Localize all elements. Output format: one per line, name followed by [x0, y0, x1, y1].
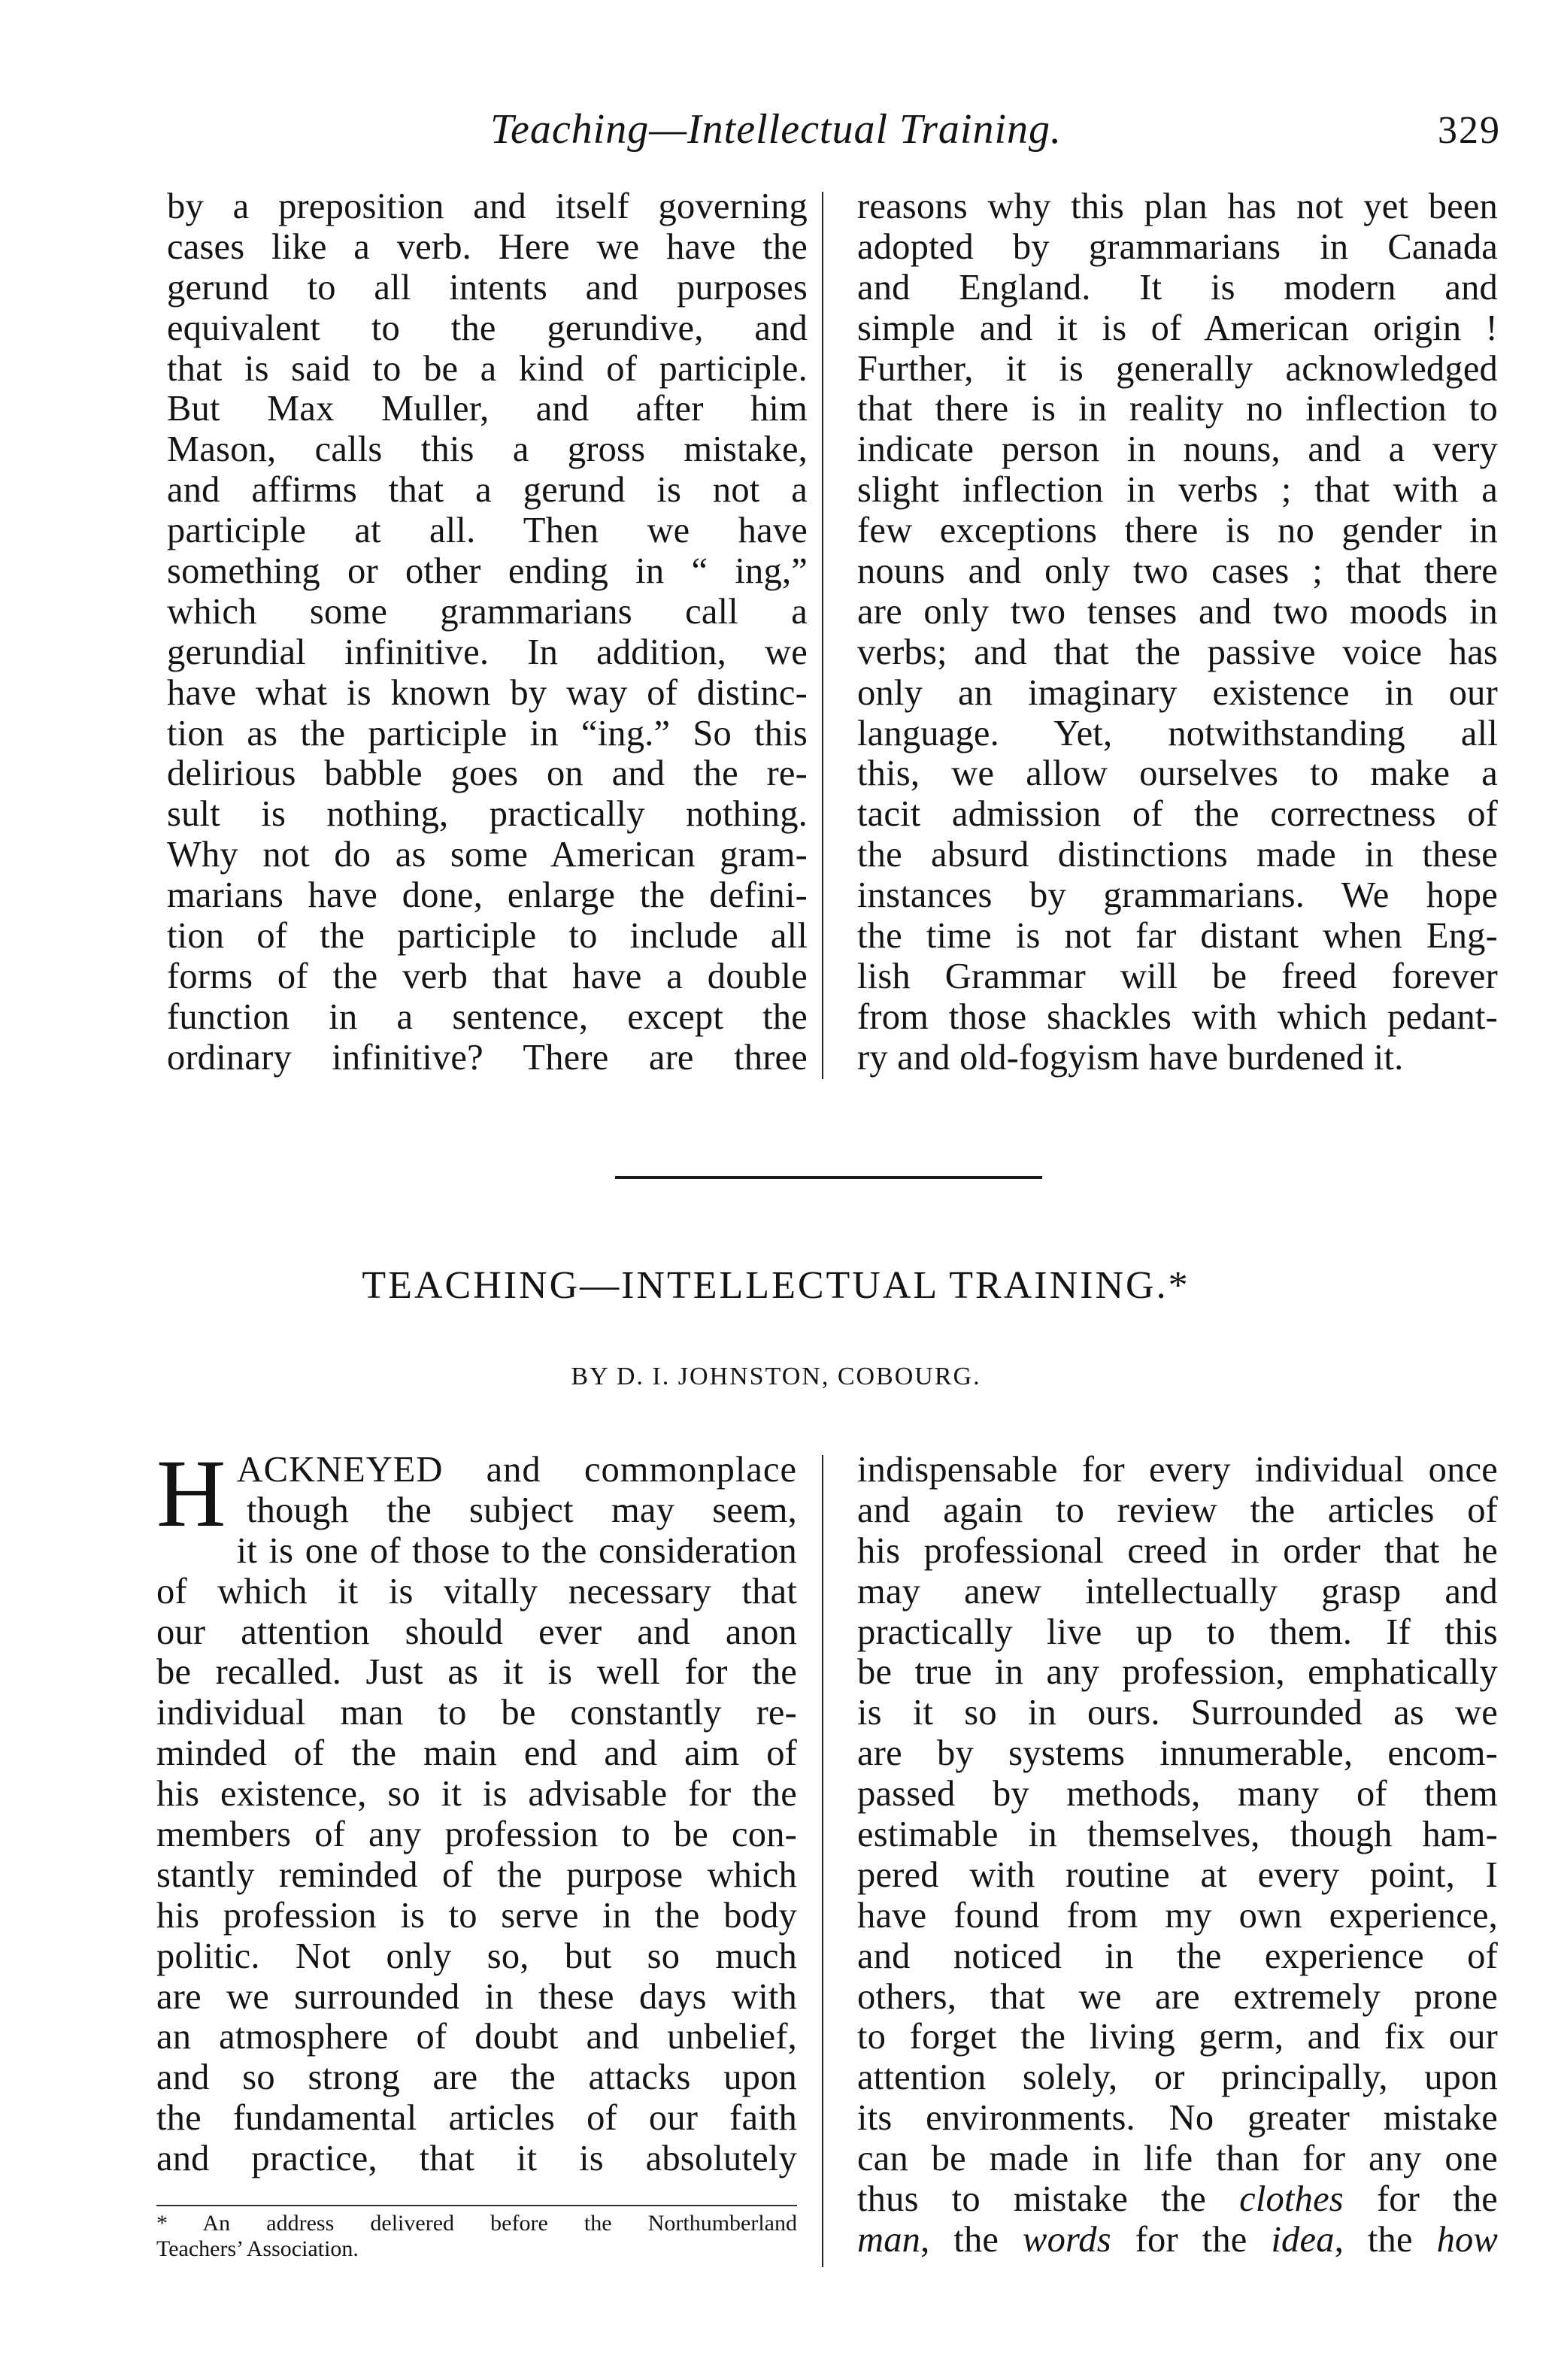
text-line: gerund to all intents and purposes	[167, 267, 808, 308]
text-line: be true in any profession, emphatically	[857, 1652, 1498, 1693]
footnote-line: Teachers’ Association.	[156, 2236, 359, 2261]
text-line: and again to review the articles of	[857, 1490, 1498, 1530]
article-left-column	[156, 1440, 797, 2179]
footnote	[156, 2211, 797, 2262]
page-number: 329	[1438, 109, 1501, 152]
text-line: estimable in themselves, though ham-	[857, 1815, 1498, 1855]
italic-word: man	[857, 2219, 921, 2260]
text-line: his profession is to serve in the body	[156, 1895, 797, 1936]
text-line: have what is known by way of distinc-	[167, 672, 808, 713]
text-line: slight inflection in verbs ; that with a	[857, 470, 1498, 511]
footnote-line: * An address delivered before the Northumberland	[156, 2211, 797, 2236]
text-fragment: for the	[1376, 2179, 1499, 2220]
text-line	[857, 2220, 1498, 2260]
article-title: TEACHING—INTELLECTUAL TRAINING.*	[362, 1264, 1190, 1307]
text-line: and so strong are the attacks upon	[156, 2057, 797, 2098]
text-line: and England. It is modern and	[857, 267, 1498, 308]
text-line: cases like a verb. Here we have the	[167, 226, 808, 267]
text-line: verbs; and that the passive voice has	[857, 632, 1498, 672]
footnote-divider	[156, 2205, 797, 2206]
text-line: be recalled. Just as it is well for the	[156, 1652, 797, 1693]
text-line: the absurd distinctions made in these	[857, 835, 1498, 875]
text-line: may anew intellectually grasp and	[857, 1571, 1498, 1611]
text-line: lish Grammar will be freed forever	[857, 956, 1498, 996]
italic-word: clothes	[1239, 2179, 1344, 2220]
article-right-column	[857, 1450, 1498, 2260]
text-line: the time is not far distant when Eng-	[857, 916, 1498, 957]
italic-word: how	[1436, 2219, 1499, 2260]
text-line: marians have done, enlarge the defini-	[167, 875, 808, 916]
text-line: have found from my own experience,	[857, 1895, 1498, 1936]
text-line: gerundial infinitive. In addition, we	[167, 632, 808, 672]
text-line: from those shackles with which pedant-	[857, 996, 1498, 1037]
text-line: tacit admission of the correctness of	[857, 794, 1498, 835]
text-line: its environments. No greater mistake	[857, 2098, 1498, 2139]
text-fragment: thus to mistake the	[857, 2179, 1207, 2220]
article-byline: BY D. I. JOHNSTON, COBOURG.	[571, 1363, 981, 1390]
text-line: can be made in life than for any one	[857, 2139, 1498, 2179]
text-line: that is said to be a kind of participle.	[167, 348, 808, 389]
text-line: it is one of those to the consideration	[236, 1530, 797, 1571]
text-line: is it so in ours. Surrounded as we	[857, 1693, 1498, 1733]
text-line: But Max Muller, and after him	[167, 389, 808, 429]
text-line: passed by methods, many of them	[857, 1774, 1498, 1815]
text-line: his professional creed in order that he	[857, 1530, 1498, 1571]
text-line: delirious babble goes on and the re-	[167, 753, 808, 794]
text-fragment: , the	[920, 2219, 1023, 2260]
section-divider	[615, 1176, 1042, 1179]
text-line: indispensable for every individual once	[857, 1450, 1498, 1490]
text-line: are we surrounded in these days with	[156, 1976, 797, 2017]
text-line: minded of the main end and aim of	[156, 1733, 797, 1774]
text-line: that there is in reality no inflection to	[857, 389, 1498, 429]
text-line: indicate person in nouns, and a very	[857, 429, 1498, 470]
previous-article-left-column	[167, 186, 808, 1078]
text-line: Further, it is generally acknowledged	[857, 348, 1498, 389]
text-line: simple and it is of American origin !	[857, 308, 1498, 348]
text-line: others, that we are extremely prone	[857, 1976, 1498, 2017]
italic-word: idea	[1271, 2219, 1335, 2260]
text-line: which some grammarians call a	[167, 591, 808, 632]
text-line: reasons why this plan has not yet been	[857, 186, 1498, 226]
text-line: an atmosphere of doubt and unbelief,	[156, 2017, 797, 2057]
column-divider	[822, 192, 823, 1079]
text-line: attention solely, or principally, upon	[857, 2057, 1498, 2098]
text-line: this, we allow ourselves to make a	[857, 753, 1498, 794]
text-line: practically live up to them. If this	[857, 1611, 1498, 1652]
text-line: Why not do as some American gram-	[167, 835, 808, 875]
text-line: Mason, calls this a gross mistake,	[167, 429, 808, 470]
italic-word: words	[1023, 2219, 1111, 2260]
text-fragment: for the	[1111, 2219, 1272, 2260]
text-line: by a preposition and itself governing	[167, 186, 808, 226]
text-line: pered with routine at every point, I	[857, 1854, 1498, 1895]
text-line: the fundamental articles of our faith	[156, 2098, 797, 2139]
text-line: ACKNEYED and commonplace	[236, 1450, 797, 1490]
column-divider	[822, 1455, 823, 2267]
text-line: are by systems innumerable, encom-	[857, 1733, 1498, 1774]
text-line: equivalent to the gerundive, and	[167, 308, 808, 348]
text-line: nouns and only two cases ; that there	[857, 551, 1498, 592]
text-line: participle at all. Then we have	[167, 511, 808, 551]
running-title: Teaching—Intellectual Training.	[490, 106, 1062, 153]
text-line: ordinary infinitive? There are three	[167, 1037, 808, 1078]
text-line: sult is nothing, practically nothing.	[167, 794, 808, 835]
text-line: and noticed in the experience of	[857, 1936, 1498, 1976]
text-line: members of any profession to be con-	[156, 1815, 797, 1855]
drop-cap: H	[156, 1440, 226, 1547]
text-line: adopted by grammarians in Canada	[857, 226, 1498, 267]
text-line: are only two tenses and two moods in	[857, 591, 1498, 632]
text-line: only an imaginary existence in our	[857, 672, 1498, 713]
text-line: forms of the verb that have a double	[167, 956, 808, 996]
text-fragment: , the	[1334, 2219, 1437, 2260]
text-line: something or other ending in “ ing,”	[167, 551, 808, 592]
text-line: tion as the participle in “ing.” So this	[167, 713, 808, 753]
text-line: stantly reminded of the purpose which	[156, 1854, 797, 1895]
text-line: ry and old-fogyism have burdened it.	[857, 1037, 1404, 1078]
text-line: and affirms that a gerund is not a	[167, 470, 808, 511]
text-line: and practice, that it is absolutely	[156, 2139, 797, 2179]
text-line: his existence, so it is advisable for the	[156, 1774, 797, 1815]
text-line: instances by grammarians. We hope	[857, 875, 1498, 916]
text-line: our attention should ever and anon	[156, 1611, 797, 1652]
text-line: function in a sentence, except the	[167, 996, 808, 1037]
previous-article-right-column	[857, 186, 1498, 1078]
text-line: few exceptions there is no gender in	[857, 511, 1498, 551]
text-line: of which it is vitally necessary that	[156, 1571, 797, 1611]
text-line: individual man to be constantly re-	[156, 1693, 797, 1733]
text-line	[857, 2179, 1498, 2220]
running-header	[0, 105, 1552, 158]
text-line: to forget the living germ, and fix our	[857, 2017, 1498, 2057]
text-line: though the subject may seem,	[247, 1490, 797, 1530]
text-line: tion of the participle to include all	[167, 916, 808, 957]
text-line: language. Yet, notwithstanding all	[857, 713, 1498, 753]
text-line: politic. Not only so, but so much	[156, 1936, 797, 1976]
